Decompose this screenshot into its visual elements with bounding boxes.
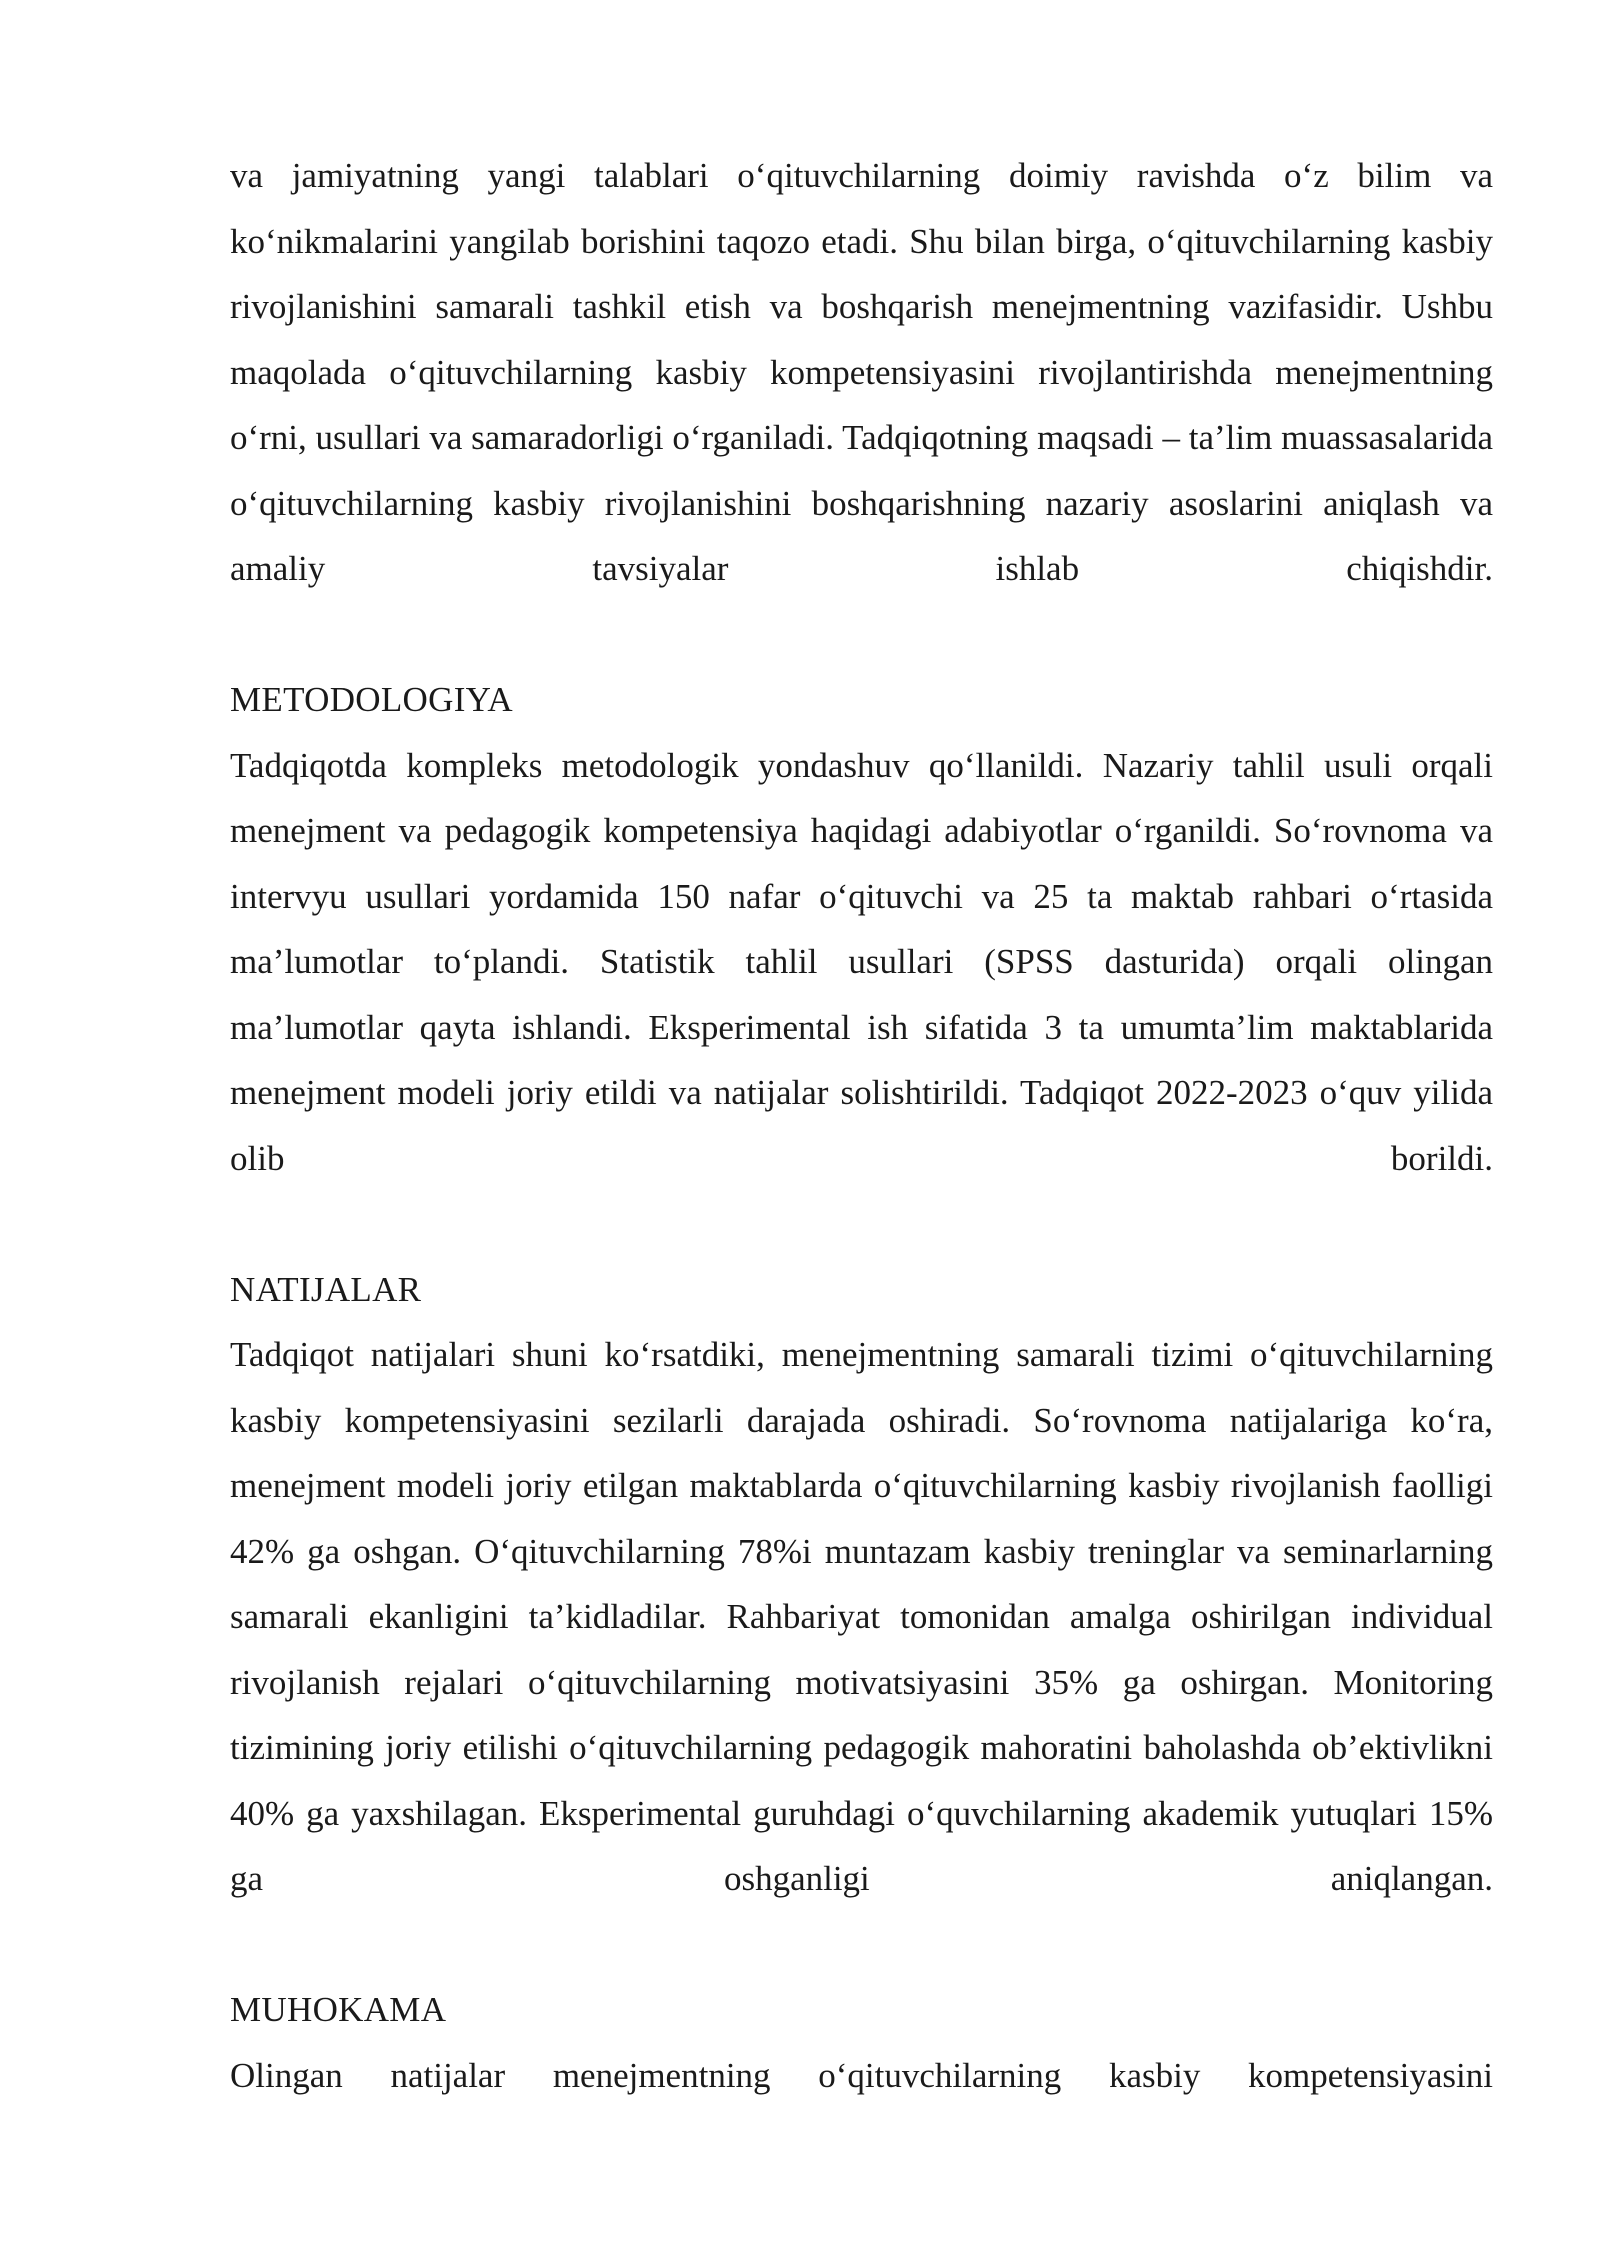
results-heading: NATIJALAR bbox=[230, 1269, 422, 1309]
methodology-paragraph: Tadqiqotda kompleks metodologik yondashuv qo‘llanildi. Nazariy tahlil usuli orqali menejment va pedagogik kompetensiya haqidagi adabiyotlar o‘rganildi. So‘rovnoma va intervyu usullari yordamida 150 nafar o‘qituvchi va 25 ta maktab rahbari o‘rtasida ma’lumotlar to‘plandi. Statistik tahlil usullari (SPSS dasturida) orqali olingan ma’lumotlar qayta ishlandi. Eksperimental ish sifatida 3 ta umumta’lim maktablarida menejment modeli joriy etildi va natijalar solishtirildi. Tadqiqot 2022-2023 o‘quv yilida olib borildi. bbox=[230, 745, 1493, 1178]
results-paragraph: Tadqiqot natijalari shuni ko‘rsatdiki, menejmentning samarali tizimi o‘qituvchilarning kasbiy kompetensiyasini sezilarli darajada oshiradi. So‘rovnoma natijalariga ko‘ra, menejment modeli joriy etilgan maktablarda o‘qituvchilarning kasbiy rivojlanish faolligi 42% ga oshgan. O‘qituvchilarning 78%i muntazam kasbiy treninglar va seminarlarning samarali ekanligini ta’kidladilar. Rahbariyat tomonidan amalga oshirilgan individual rivojlanish rejalari o‘qituvchilarning motivatsiyasini 35% ga oshirgan. Monitoring tizimining joriy etilishi o‘qituvchilarning pedagogik mahoratini baholashda ob’ektivlikni 40% ga yaxshilagan. Eksperimental guruhdagi o‘quvchilarning akademik yutuqlari 15% ga oshganligi aniqlangan. bbox=[230, 1335, 1493, 1898]
document-body bbox=[230, 143, 1493, 2108]
intro-paragraph: va jamiyatning yangi talablari o‘qituvchilarning doimiy ravishda o‘z bilim va ko‘nikmalarini yangilab borishini taqozo etadi. Shu bilan birga, o‘qituvchilarning kasbiy rivojlanishini samarali tashkil etish va boshqarish menejmentning vazifasidir. Ushbu maqolada o‘qituvchilarning kasbiy kompetensiyasini rivojlantirishda menejmentning o‘rni, usullari va samaradorligi o‘rganiladi. Tadqiqotning maqsadi – ta’lim muassasalarida o‘qituvchilarning kasbiy rivojlanishini boshqarishning nazariy asoslarini aniqlash va amaliy tavsiyalar ishlab chiqishdir. bbox=[230, 156, 1493, 588]
section-gap bbox=[230, 1912, 1493, 1978]
methodology-heading: METODOLOGIYA bbox=[230, 680, 513, 719]
section-gap bbox=[230, 602, 1493, 668]
section-gap bbox=[230, 1191, 1493, 1257]
discussion-heading: MUHOKAMA bbox=[230, 1990, 447, 2029]
discussion-paragraph: Olingan natijalar menejmentning o‘qituvchilarning kasbiy kompetensiyasini bbox=[230, 2055, 1493, 2095]
